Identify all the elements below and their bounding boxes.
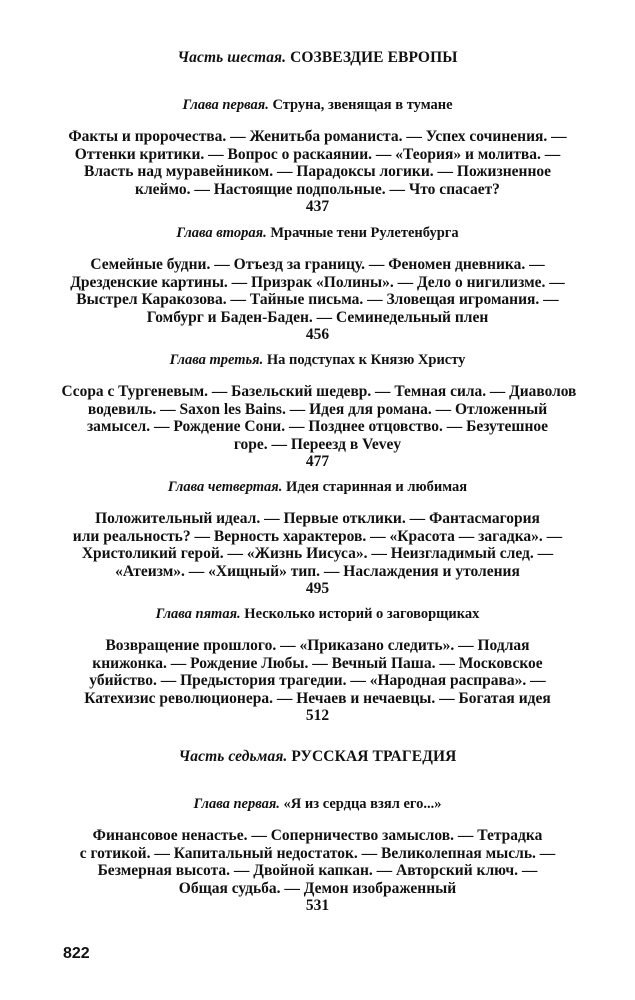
chapter-page-number: 531: [305, 897, 330, 915]
synopsis-line: замысел. — Рождение Сони. — Позднее отцовство. — Безутешное: [86, 418, 549, 436]
chapter-title: Мрачные тени Рулетенбурга: [270, 225, 459, 241]
chapter-title: Струна, звенящая в тумане: [272, 97, 453, 113]
synopsis-line: с готикой. — Капитальный недостаток. — Великолепная мысль. —: [79, 844, 556, 862]
synopsis-line: «Атеизм». — «Хищный» тип. — Наслаждения и утоления: [115, 562, 520, 580]
chapter-synopsis: [60, 510, 575, 598]
chapter-heading: [0, 97, 635, 114]
synopsis-line: Возвращение прошлого. — «Приказано следить». — Подлая: [105, 637, 530, 654]
synopsis-line: Катехизис революционера. — Нечаев и нечаевцы. — Богатая идея: [84, 689, 551, 707]
synopsis-line: убийство. — Предыстория трагедии. — «Народная расправа». —: [89, 672, 546, 690]
synopsis-line: или реальность? — Верность характеров. — «Красота — загадка». —: [72, 527, 563, 545]
synopsis-line: Факты и пророчества. — Женитьба романиста. — Успех сочинения. —: [68, 128, 567, 145]
part-title: СОЗВЕЗДИЕ ЕВРОПЫ: [290, 49, 458, 66]
chapter-label: Глава первая.: [182, 97, 269, 113]
synopsis-line: Христоликий герой. — «Жизнь Иисуса». — Неизгладимый след. —: [81, 545, 554, 563]
chapter-heading: [0, 352, 635, 369]
chapter-synopsis: [60, 637, 575, 725]
chapter-heading: [0, 225, 635, 242]
synopsis-line: Дрезденские картины. — Призрак «Полины». — Дело о нигилизме. —: [70, 273, 565, 291]
part-heading: [0, 49, 635, 67]
chapter-page-number: 456: [305, 326, 330, 344]
part-title: РУССКАЯ ТРАГЕДИЯ: [291, 748, 457, 765]
synopsis-line: клеймо. — Настоящие подпольные. — Что спасает?: [135, 180, 500, 198]
chapter-synopsis: [60, 827, 575, 915]
chapter-heading: [0, 796, 635, 813]
synopsis-line: Финансовое ненастье. — Соперничество замыслов. — Тетрадка: [92, 827, 543, 844]
synopsis-line: водевиль. — Saxon les Bains. — Идея для романа. — Отложенный: [87, 400, 548, 418]
synopsis-line: Власть над муравейником. — Парадоксы логики. — Пожизненное: [83, 163, 552, 181]
chapter-page-number: 437: [305, 198, 330, 216]
chapter-label: Глава четвертая.: [167, 479, 283, 495]
chapter-label: Глава пятая.: [155, 606, 241, 622]
chapter-synopsis: [60, 256, 575, 344]
chapter-title: «Я из сердца взял его...»: [283, 796, 442, 812]
chapter-synopsis: [60, 383, 575, 471]
synopsis-line: Общая судьба. — Демон изображенный: [178, 879, 457, 897]
chapter-title: Несколько историй о заговорщиках: [244, 606, 480, 622]
chapter-page-number: 495: [305, 580, 330, 598]
chapter-title: На подступах к Князю Христу: [266, 352, 466, 368]
chapter-page-number: 477: [305, 453, 330, 471]
chapter-label: Глава вторая.: [176, 225, 267, 241]
synopsis-line: Оттенки критики. — Вопрос о раскаянии. — «Теория» и молитва. —: [74, 145, 561, 163]
synopsis-line: Гомбург и Баден-Баден. — Семинедельный плен: [146, 308, 489, 326]
part-label: Часть шестая.: [177, 49, 287, 66]
synopsis-line: горе. — Переезд в Vevey: [233, 435, 402, 453]
synopsis-line: Выстрел Каракозова. — Тайные письма. — Зловещая игромания. —: [76, 291, 559, 309]
chapter-synopsis: [60, 128, 575, 216]
chapter-label: Глава первая.: [193, 796, 280, 812]
chapter-heading: [0, 479, 635, 496]
synopsis-line: Ссора с Тургеневым. — Базельский шедевр. — Темная сила. — Диаволов: [61, 383, 577, 400]
synopsis-line: Положительный идеал. — Первые отклики. — Фантасмагория: [95, 510, 540, 527]
synopsis-line: Безмерная высота. — Двойной капкан. — Авторский ключ. —: [97, 862, 538, 880]
chapter-page-number: 512: [305, 707, 330, 725]
synopsis-line: Семейные будни. — Отъезд за границу. — Феномен дневника. —: [90, 256, 545, 273]
synopsis-line: книжонка. — Рождение Любы. — Вечный Паша. — Московское: [92, 654, 543, 672]
chapter-title: Идея старинная и любимая: [286, 479, 468, 495]
part-heading: [0, 748, 635, 766]
page-number: 822: [63, 945, 90, 962]
chapter-heading: [0, 606, 635, 623]
part-label: Часть седьмая.: [178, 748, 288, 765]
chapter-label: Глава третья.: [169, 352, 264, 368]
